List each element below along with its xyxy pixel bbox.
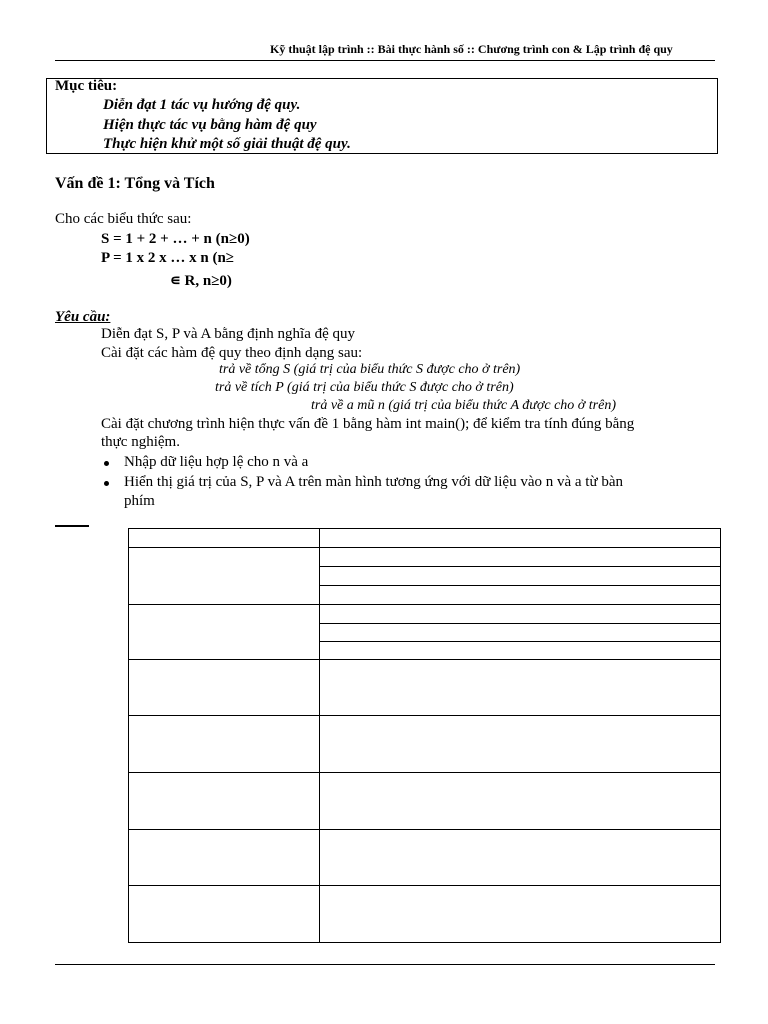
requirement-line: Cài đặt các hàm đệ quy theo định dạng sau: <box>101 345 363 361</box>
table-cell <box>320 586 721 605</box>
goal-item: Diễn đạt 1 tác vụ hướng đệ quy. <box>103 97 301 113</box>
empty-table <box>128 528 721 943</box>
table-cell <box>129 886 320 943</box>
table-cell <box>320 567 721 586</box>
requirement-line: Diễn đạt S, P và A bằng định nghĩa đệ quy <box>101 326 356 342</box>
header-divider <box>55 60 715 61</box>
table-cell <box>320 830 721 886</box>
table-row <box>129 529 721 548</box>
requirement-line: thực nghiệm. <box>101 434 180 450</box>
table-row <box>129 773 721 830</box>
formula-s: S = 1 + 2 + … + n (n≥0) <box>101 231 250 247</box>
table-cell <box>320 886 721 943</box>
goals-label: Mục tiêu: <box>55 78 118 94</box>
return-product-desc: trả về tích P (giá trị của biểu thức S được cho ở trên) <box>215 380 514 395</box>
table-cell <box>320 773 721 830</box>
table-cell <box>129 548 320 605</box>
section-title: Vấn đề 1: Tổng và Tích <box>55 175 215 192</box>
table-row <box>129 660 721 716</box>
bullet-item: Nhập dữ liệu hợp lệ cho n và a <box>124 454 309 470</box>
table-cell <box>320 642 721 660</box>
table-cell <box>129 773 320 830</box>
table-cell <box>129 716 320 773</box>
table-cell <box>320 548 721 567</box>
page-header: Kỹ thuật lập trình :: Bài thực hành số :: Chương trình con & Lập trình đệ quy <box>270 42 673 56</box>
table-cell <box>320 624 721 642</box>
bullet-item: Hiển thị giá trị của S, P và A trên màn hình tương ứng với dữ liệu vào n và a từ bàn <box>124 474 623 490</box>
short-rule <box>55 525 89 527</box>
table-cell <box>129 830 320 886</box>
table-cell <box>320 716 721 773</box>
table-row <box>129 886 721 943</box>
table-cell <box>129 605 320 660</box>
table-cell <box>129 660 320 716</box>
formula-p: P = 1 x 2 x … x n (n≥ <box>101 250 235 266</box>
goal-item: Thực hiện khử một số giải thuật đệ quy. <box>103 136 351 152</box>
table-row <box>129 716 721 773</box>
bullet-item-continuation: phím <box>124 493 155 509</box>
bullet-icon <box>104 461 109 466</box>
section-intro: Cho các biểu thức sau: <box>55 211 192 227</box>
table-row <box>129 605 721 624</box>
table-cell <box>320 605 721 624</box>
table-cell <box>129 529 320 548</box>
footer-divider <box>55 964 715 965</box>
requirements-title: Yêu cầu: <box>55 309 111 325</box>
return-power-desc: trả về a mũ n (giá trị của biểu thức A được cho ở trên) <box>311 398 616 413</box>
table-cell <box>320 529 721 548</box>
table-cell <box>320 660 721 716</box>
formula-continuation: ∊ R, n≥0) <box>170 273 232 289</box>
bullet-icon <box>104 481 109 486</box>
goal-item: Hiện thực tác vụ bằng hàm đệ quy <box>103 117 317 133</box>
requirement-line: Cài đặt chương trình hiện thực vấn đề 1 bằng hàm int main(); để kiểm tra tính đúng bằng <box>101 416 635 432</box>
table-row <box>129 548 721 567</box>
table-row <box>129 830 721 886</box>
return-sum-desc: trả về tổng S (giá trị của biểu thức S được cho ở trên) <box>219 362 521 377</box>
